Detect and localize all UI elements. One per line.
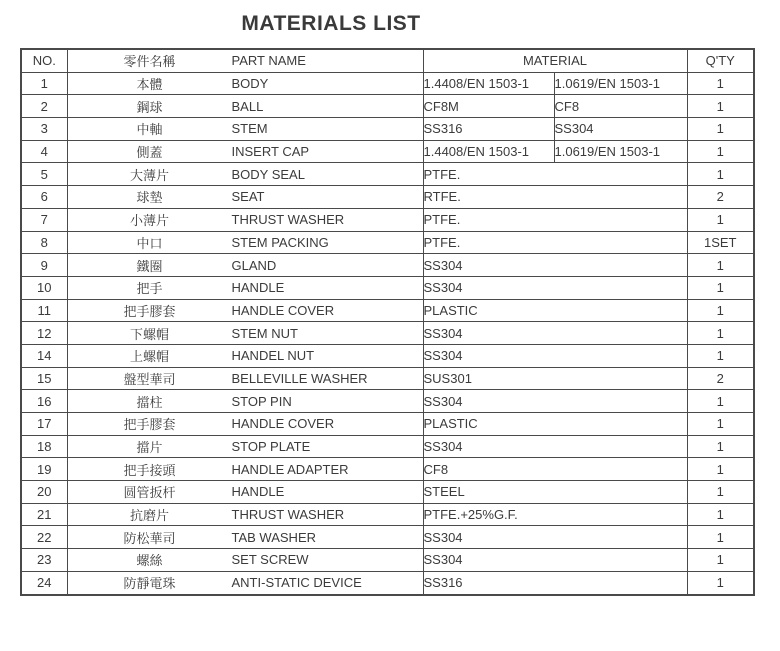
table-row — [21, 571, 754, 594]
cell-no: 3 — [21, 118, 67, 141]
cell-qty: 1 — [687, 322, 754, 345]
cell-qty: 1 — [687, 526, 754, 549]
part-name-cn: 把手 — [136, 281, 163, 297]
cell-no: 9 — [21, 254, 67, 277]
cell-material: SS304 — [423, 276, 687, 299]
cell-qty: 1 — [687, 276, 754, 299]
cell-material: SUS301 — [423, 367, 687, 390]
cell-material: PLASTIC — [423, 299, 687, 322]
part-name-en: TAB WASHER — [231, 529, 317, 545]
cell-qty: 1 — [687, 571, 754, 594]
cell-no: 20 — [21, 481, 67, 504]
cell-qty: 1 — [687, 208, 754, 231]
cell-no: 23 — [21, 549, 67, 572]
cell-no: 21 — [21, 503, 67, 526]
table-row — [21, 458, 754, 481]
cell-qty: 2 — [687, 367, 754, 390]
cell-part-name — [67, 72, 423, 95]
table-row — [21, 367, 754, 390]
cell-qty: 1 — [687, 458, 754, 481]
cell-qty: 1 — [687, 118, 754, 141]
part-name-cn: 大薄片 — [129, 167, 169, 183]
cell-no: 16 — [21, 390, 67, 413]
cell-no: 18 — [21, 435, 67, 458]
cell-no: 8 — [21, 231, 67, 254]
table-row — [21, 208, 754, 231]
cell-material-2: 1.0619/EN 1503-1 — [554, 72, 687, 95]
cell-no: 2 — [21, 95, 67, 118]
cell-qty: 1 — [687, 163, 754, 186]
table-row — [21, 276, 754, 299]
table-row — [21, 186, 754, 209]
table-row — [21, 390, 754, 413]
part-name-en: STOP PIN — [231, 393, 292, 409]
cell-material: SS304 — [423, 549, 687, 572]
part-name-cn: 中軸 — [136, 122, 163, 138]
cell-part-name — [67, 163, 423, 186]
part-name-en: STEM PACKING — [231, 234, 329, 250]
materials-table — [20, 48, 755, 596]
table-row — [21, 140, 754, 163]
part-name-cn: 側蓋 — [136, 145, 163, 161]
cell-qty: 1SET — [687, 231, 754, 254]
cell-material: SS304 — [423, 435, 687, 458]
table-row — [21, 549, 754, 572]
table-row — [21, 163, 754, 186]
cell-qty: 1 — [687, 344, 754, 367]
cell-part-name — [67, 276, 423, 299]
table-row — [21, 344, 754, 367]
cell-material-1: 1.4408/EN 1503-1 — [423, 72, 554, 95]
cell-material: SS304 — [423, 526, 687, 549]
part-name-en: INSERT CAP — [231, 144, 310, 160]
cell-qty: 1 — [687, 72, 754, 95]
cell-material-2: 1.0619/EN 1503-1 — [554, 140, 687, 163]
cell-material: RTFE. — [423, 186, 687, 209]
part-name-en: HANDLE — [231, 484, 285, 500]
part-name-en: HANDLE ADAPTER — [231, 461, 349, 477]
cell-part-name — [67, 254, 423, 277]
part-name-en: THRUST WASHER — [231, 507, 345, 523]
header-material: MATERIAL — [423, 49, 687, 72]
cell-material-1: CF8M — [423, 95, 554, 118]
cell-material: SS304 — [423, 390, 687, 413]
cell-material: PTFE. — [423, 208, 687, 231]
table-row — [21, 299, 754, 322]
cell-part-name — [67, 140, 423, 163]
cell-part-name — [67, 458, 423, 481]
part-name-en: ANTI-STATIC DEVICE — [231, 575, 362, 591]
cell-qty: 1 — [687, 140, 754, 163]
part-name-en: BELLEVILLE WASHER — [231, 370, 368, 386]
part-name-cn: 小薄片 — [129, 213, 169, 229]
part-name-en: SEAT — [231, 189, 265, 205]
cell-material: CF8 — [423, 458, 687, 481]
cell-part-name — [67, 231, 423, 254]
part-name-cn: 防靜電珠 — [123, 576, 176, 592]
part-name-cn: 把手膠套 — [123, 303, 176, 319]
table-body — [21, 72, 754, 594]
cell-qty: 1 — [687, 503, 754, 526]
cell-no: 14 — [21, 344, 67, 367]
cell-material-2: SS304 — [554, 118, 687, 141]
cell-part-name — [67, 118, 423, 141]
part-name-en: STEM NUT — [231, 325, 298, 341]
table-row — [21, 481, 754, 504]
cell-part-name — [67, 481, 423, 504]
cell-material: SS304 — [423, 344, 687, 367]
cell-no: 5 — [21, 163, 67, 186]
cell-part-name — [67, 413, 423, 436]
part-name-en: HANDLE COVER — [231, 302, 335, 318]
cell-part-name — [67, 322, 423, 345]
cell-material: STEEL — [423, 481, 687, 504]
cell-material: PLASTIC — [423, 413, 687, 436]
page-title: MATERIALS LIST — [241, 12, 421, 35]
cell-part-name — [67, 390, 423, 413]
table-row — [21, 503, 754, 526]
cell-material: SS316 — [423, 571, 687, 594]
cell-qty: 1 — [687, 481, 754, 504]
part-name-cn: 抗磨片 — [129, 508, 169, 524]
part-name-cn: 螺絲 — [136, 553, 163, 569]
cell-part-name — [67, 208, 423, 231]
cell-no: 24 — [21, 571, 67, 594]
cell-no: 7 — [21, 208, 67, 231]
part-name-cn: 把手接頭 — [123, 462, 176, 478]
cell-qty: 1 — [687, 390, 754, 413]
cell-material: SS304 — [423, 322, 687, 345]
part-name-cn: 鋼球 — [136, 99, 163, 115]
table-row — [21, 413, 754, 436]
cell-no: 12 — [21, 322, 67, 345]
part-name-cn: 防松華司 — [123, 530, 176, 546]
cell-part-name — [67, 95, 423, 118]
cell-qty: 1 — [687, 435, 754, 458]
cell-no: 19 — [21, 458, 67, 481]
table-row — [21, 118, 754, 141]
cell-no: 10 — [21, 276, 67, 299]
cell-no: 4 — [21, 140, 67, 163]
part-name-cn: 盤型華司 — [123, 371, 176, 387]
table-row — [21, 526, 754, 549]
part-name-en: SET SCREW — [231, 552, 309, 568]
cell-no: 11 — [21, 299, 67, 322]
cell-qty: 1 — [687, 299, 754, 322]
cell-part-name — [67, 503, 423, 526]
part-name-cn: 球墊 — [136, 190, 163, 206]
cell-qty: 1 — [687, 549, 754, 572]
part-name-en: BODY SEAL — [231, 166, 305, 182]
header-part-name — [67, 49, 423, 72]
cell-no: 6 — [21, 186, 67, 209]
cell-part-name — [67, 435, 423, 458]
part-name-en: BALL — [231, 98, 264, 114]
cell-material: SS304 — [423, 254, 687, 277]
table-row — [21, 254, 754, 277]
part-name-cn: 上螺帽 — [129, 349, 169, 365]
cell-part-name — [67, 526, 423, 549]
part-name-en: HANDLE — [231, 280, 285, 296]
cell-qty: 1 — [687, 95, 754, 118]
part-name-cn: 本體 — [136, 77, 163, 93]
part-name-en: STEM — [231, 121, 268, 137]
part-name-cn: 中口 — [136, 235, 163, 251]
cell-part-name — [67, 549, 423, 572]
part-name-en: GLAND — [231, 257, 277, 273]
cell-material: PTFE. — [423, 163, 687, 186]
cell-no: 1 — [21, 72, 67, 95]
cell-qty: 2 — [687, 186, 754, 209]
table-row — [21, 322, 754, 345]
cell-material: PTFE. — [423, 231, 687, 254]
part-name-cn: 圆管扳杆 — [123, 485, 176, 501]
part-name-cn: 擋柱 — [136, 394, 163, 410]
part-name-en: BODY — [231, 76, 269, 92]
part-name-cn: 把手膠套 — [123, 417, 176, 433]
part-name-cn: 鐵圈 — [136, 258, 163, 274]
header-no: NO. — [21, 49, 67, 72]
cell-part-name — [67, 367, 423, 390]
table-row — [21, 435, 754, 458]
header-row — [21, 49, 754, 72]
cell-material-1: 1.4408/EN 1503-1 — [423, 140, 554, 163]
cell-qty: 1 — [687, 254, 754, 277]
cell-part-name — [67, 186, 423, 209]
part-name-cn: 下螺帽 — [129, 326, 169, 342]
part-name-en: STOP PLATE — [231, 439, 311, 455]
cell-qty: 1 — [687, 413, 754, 436]
header-qty: Q'TY — [687, 49, 754, 72]
part-name-en: HANDLE COVER — [231, 416, 335, 432]
part-name-en: HANDEL NUT — [231, 348, 315, 364]
cell-material: PTFE.+25%G.F. — [423, 503, 687, 526]
part-name-en: THRUST WASHER — [231, 212, 345, 228]
part-name-cn: 擋片 — [136, 440, 163, 456]
cell-no: 22 — [21, 526, 67, 549]
table-row — [21, 95, 754, 118]
cell-part-name — [67, 299, 423, 322]
cell-part-name — [67, 571, 423, 594]
cell-material-1: SS316 — [423, 118, 554, 141]
header-part-name-cn: 零件名稱 — [123, 54, 176, 70]
cell-part-name — [67, 344, 423, 367]
cell-no: 15 — [21, 367, 67, 390]
cell-no: 17 — [21, 413, 67, 436]
table-row — [21, 72, 754, 95]
table-row — [21, 231, 754, 254]
cell-material-2: CF8 — [554, 95, 687, 118]
header-part-name-en: PART NAME — [231, 53, 306, 69]
